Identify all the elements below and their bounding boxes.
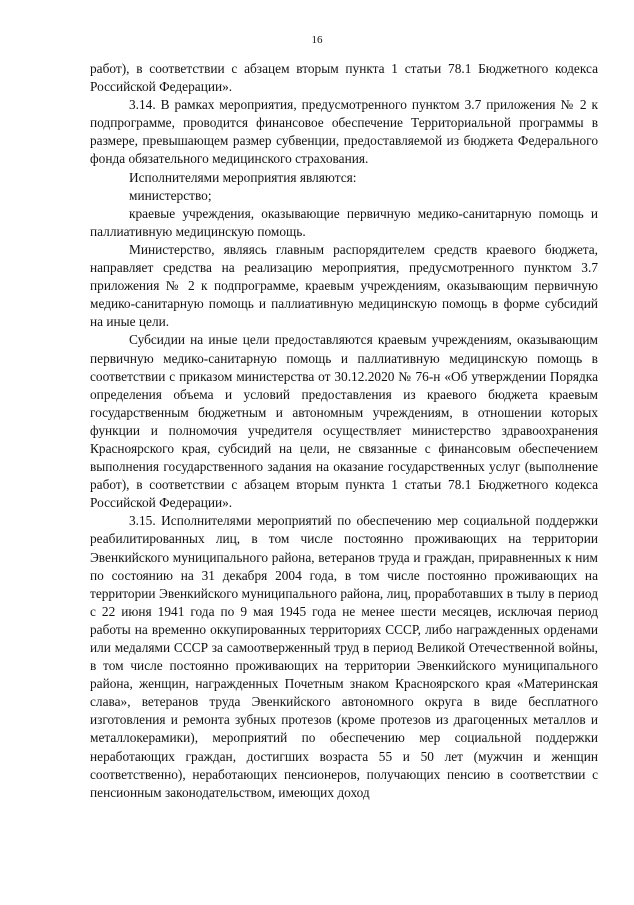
paragraph-6: Министерство, являясь главным распорядителем средств краевого бюджета, направляет средства на реализацию мероприятия, предусмотренного пунктом 3.7 приложения № 2 к подпрограмме, краевым учреждениям, оказывающим первичную медико-санитарную помощь и паллиативную медицинскую помощь в форме субсидий на иные цели.: [90, 241, 598, 330]
paragraph-1: работ), в соответствии с абзацем вторым пункта 1 статьи 78.1 Бюджетного кодекса Российской Федерации».: [90, 61, 598, 95]
paragraph-2: 3.14. В рамках мероприятия, предусмотренного пунктом 3.7 приложения № 2 к подпрограмме, проводится финансовое обеспечение Территориальной программы в размере, превышающем размер субвенции, предоставляемой из бюджета Федерального фонда обязательного медицинского страхования.: [90, 97, 598, 167]
paragraph-8: 3.15. Исполнителями мероприятий по обеспечению мер социальной поддержки реабилитированных лиц, в том числе постоянно проживающих на территории Эвенкийского муниципального района, ветеранов труда и граждан, приравненных к ним по состоянию на 31 декабря 2004 года, в том числе постоянно проживающих на территории Эвенкийского муниципального района, лиц, проработавших в тылу в период с 22 июня 1941 года по 9 мая 1945 года не менее шести месяцев, исключая период работы на временно оккупированных территориях СССР, либо награжденных орденами или медалями СССР за самоотверженный труд в период Великой Отечественной войны, в том числе постоянно проживающих на территории Эвенкийского муниципального района, женщин, награжденных Почетным знаком Красноярского края «Материнская слава», ветеранов труда Эвенкийского автономного округа в виде бесплатного изготовления и ремонта зубных протезов (кроме протезов из драгоценных металлов и металлокерамики), мероприятий по обеспечению мер социальной поддержки неработающих граждан, достигших возраста 55 и 50 лет (мужчин и женщин соответственно), неработающих пенсионеров, получающих пенсию в соответствии с пенсионным законодательством, имеющих доход: [90, 513, 598, 800]
paragraph-7: Субсидии на иные цели предоставляются краевым учреждениям, оказывающим первичную медико-санитарную помощь и паллиативную медицинскую помощь в соответствии с приказом министерства от 30.12.2020 № 76-н «Об утверждении Порядка определения объема и условий предоставления из краевого бюджета краевым государственным бюджетным и автономным учреждениям, в отношении которых функции и полномочия учредителя осуществляет министерство здравоохранения Красноярского края, субсидий на цели, не связанные с финансовым обеспечением выполнения государственного задания на оказание государственных услуг (выполнение работ), в соответствии с абзацем вторым пункта 1 статьи 78.1 Бюджетного кодекса Российской Федерации».: [90, 332, 598, 511]
body-text: [90, 60, 598, 802]
page-number: 16: [311, 34, 323, 46]
paragraph-3: Исполнителями мероприятия являются:: [129, 169, 357, 185]
paragraph-5: краевые учреждения, оказывающие первичную медико-санитарную помощь и паллиативную медицинскую помощь.: [90, 205, 598, 239]
paragraph-4: министерство;: [129, 187, 212, 203]
